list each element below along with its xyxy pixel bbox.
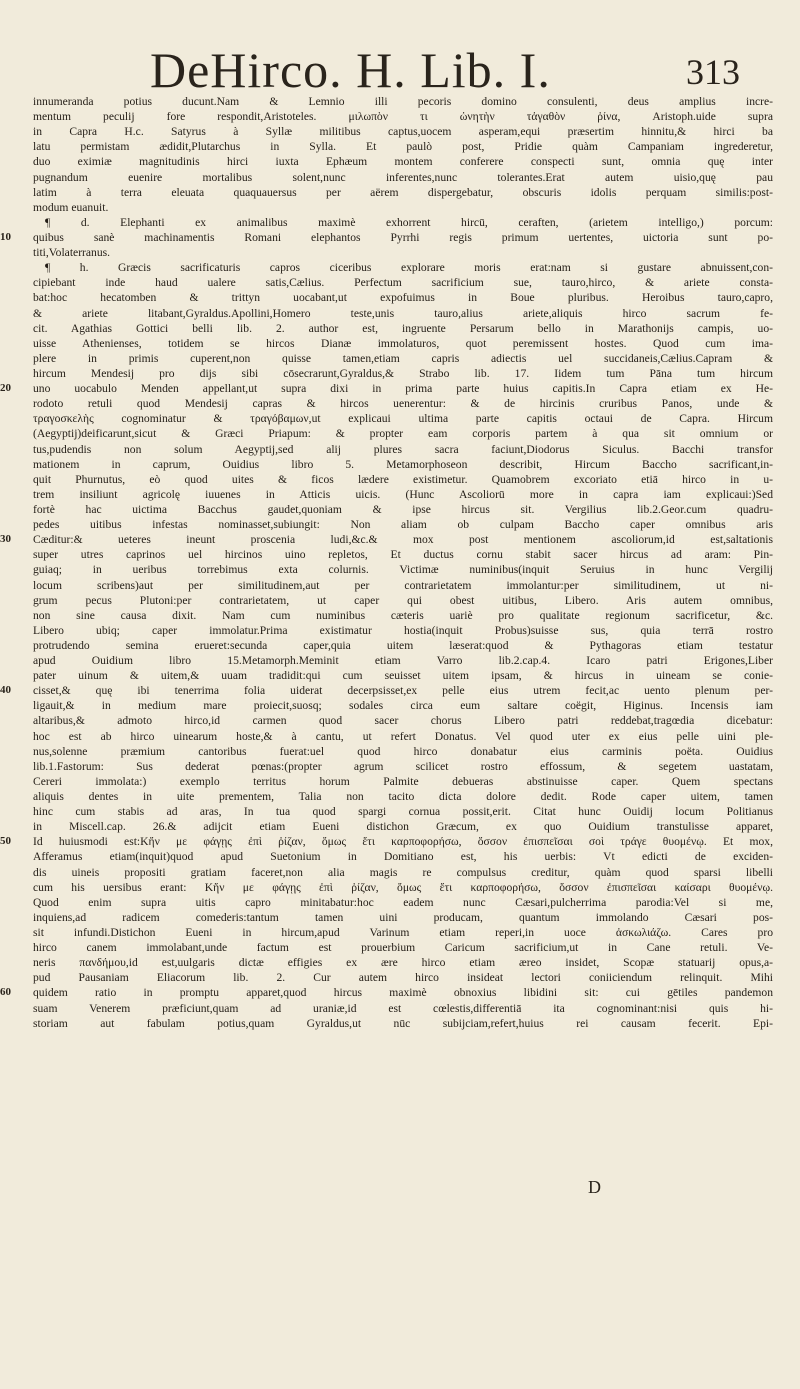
- text-line: [33, 713, 773, 728]
- text-line: [33, 94, 773, 109]
- line-text: uno uocabulo Menden appellant,ut supra dixi in prima parte huius capitis.In Capra etiam ex He-: [33, 382, 773, 396]
- line-text: trem insiliunt agricolę iuuenes in Atticis uicis. (Hunc Ascoliorū more in capra iam explicaui:)Sed: [33, 487, 773, 501]
- line-text: quibus sanè machinamentis Romani elephantos Pyrrhi regis primum uertentes, uictoria sunt po-: [33, 230, 773, 244]
- text-line: [33, 623, 773, 638]
- text-line: [0, 532, 773, 547]
- line-number: 50: [0, 835, 11, 848]
- text-line: [33, 502, 773, 517]
- line-text: super utres caprinos uel hircinos uino repletos, Et ductus cornu stabit sacer hircus ad aram: Pin-: [33, 548, 773, 562]
- text-line: [33, 698, 773, 713]
- text-line: [33, 955, 773, 970]
- text-line: [33, 487, 773, 502]
- line-number: 60: [0, 986, 11, 999]
- line-text: innumeranda potius ducunt.Nam & Lemnio illi pecoris domino consulenti, deus amplius incre-: [33, 95, 773, 108]
- line-text: apud Ouidium libro 15.Metamorph.Meminit etiam Varro lib.2.cap.4. Icaro patri Erigones,Liber: [33, 654, 773, 668]
- text-line: [33, 472, 773, 487]
- line-text: non sine causa dixit. Nam cum numinibus cæteris uariè pro qualitate regionum sacrificetur, &c.: [33, 608, 773, 622]
- line-text: latim à terra eleuata quaquauersus per aërem dispergebatur, obscuris idolis perquam similis:post-: [33, 185, 773, 199]
- line-text: quidem ratio in promptu apparet,quod hircus maximè obnoxius libidini sit: cui gētiles pandemon: [33, 986, 773, 1000]
- text-line: [33, 109, 773, 124]
- text-line: [33, 638, 773, 653]
- text-line: [33, 124, 773, 139]
- line-text: Cereri immolata:) exemplo territus horum Palmite debueras abstinuisse caper. Quem spectans: [33, 774, 773, 788]
- line-text: cum his uersibus erant: Κἤν με φάγῃς ἐπὶ ῥίζαν, ὅμως ἔτι καρποφορήσω, ὅσσον ἐπισπεῖσαι καίσαρι θυομένῳ.: [33, 880, 773, 894]
- text-line: [33, 290, 773, 305]
- line-text: fortè hac uictima Bacchus gaudet,quoniam & ipse hircus sit. Vergilius lib.2.Geor.cum quadru-: [33, 502, 773, 516]
- line-number: 20: [0, 382, 11, 395]
- line-text: hinc cum stabis ad aras, In tua quod spargi cornua possit,erit. Citat hunc Ouidij locum Politianus: [33, 805, 773, 819]
- running-title: DeHirco. H. Lib. I.: [150, 42, 551, 98]
- line-text: in Capra H.c. Satyrus à Syllæ militibus captus,uocem asperam,equi præsertim hinnitu,& hirci ba: [33, 125, 773, 139]
- line-text: Quod enim supra uitis capro minitabatur:hoc eadem nunc Cæsari,pulcherrima parodia:Vel si me,: [33, 895, 773, 909]
- line-text: locum scribens)aut per similitudinem,aut per contrarietatem immolantur:per similitudinem, ut ni-: [33, 578, 773, 592]
- text-line: [33, 774, 773, 789]
- line-text: modum euanuit.: [33, 200, 109, 214]
- line-text: latu permistam ædidit,Plutarchus in Sylla. Et paulò post, Pridie quàm Campaniam ingrederetur,: [33, 140, 773, 154]
- text-line: [33, 759, 773, 774]
- text-line: [33, 819, 773, 834]
- text-line: [33, 245, 773, 260]
- line-text: Afferamus etiam(inquit)quod apud Suetonium in Domitiano est, his uerbis: Vt edicti de exciden-: [33, 850, 773, 864]
- line-text: pedes uitibus infestas nominasset,subiungit: Non aliam ob culpam Baccho caper omnibus aris: [33, 518, 773, 532]
- line-text: plere in primis cuperent,non quisse tamen,etiam capris adiectis uel succidaneis,Cælius.Capram &: [33, 351, 773, 365]
- line-text: inquiens,ad radicem comederis:tantum tamen uini producam, quantum immolando Cæsari pos-: [33, 910, 773, 924]
- line-text: neris πανδήμου,id est,uulgaris dictæ effigies ex ære hirco etiam æreo insidet, Scopæ statuarij opus,a-: [33, 956, 773, 970]
- line-number: 10: [0, 230, 11, 243]
- text-line: [33, 789, 773, 804]
- line-text: cit. Agathias Gottici belli lib. 2. author est, ingruente Persarum bello in Marathonijs campis, uo-: [33, 321, 773, 335]
- page-number: 313: [686, 52, 740, 92]
- line-text: hirco canem immolabant,unde factum est prouerbium Caricum sacrificium,ut in Cane retuli. Ve-: [33, 941, 773, 955]
- text-line: [33, 185, 773, 200]
- text-line: [0, 834, 773, 849]
- text-line: [33, 321, 773, 336]
- line-text: lib.1.Fastorum: Sus dederat pœnas:(propter agrum scilicet rostro effossum, & segetem uastatam,: [33, 759, 773, 773]
- text-line: [33, 910, 773, 925]
- text-line: [33, 517, 773, 532]
- line-text: quit Phurnutus, eò quod uites & ficos lædere existimetur. Quamobrem excoriato etiā hirco in u-: [33, 472, 773, 486]
- text-line: [33, 940, 773, 955]
- line-text: duo eximiæ magnitudinis hirci iuxta Ephæum montem conferere conspecti sunt, omnia quę inter: [33, 155, 773, 169]
- text-line: [33, 411, 773, 426]
- signature-mark: D: [588, 1177, 601, 1197]
- line-text: mationem in caprum, Ouidius libro 5. Metamorphoseon describit, Hircum Baccho sacrificant,in-: [33, 457, 773, 471]
- text-line: [33, 925, 773, 940]
- text-line: [33, 562, 773, 577]
- text-line: [33, 336, 773, 351]
- text-line: [33, 170, 773, 185]
- text-line: [33, 306, 773, 321]
- text-line: [33, 215, 773, 230]
- line-text: ligauit,& in medium mare proiecit,suosq; sodales circa eum saltare coëgit, Higinus. Incensis iam: [33, 699, 773, 713]
- page-header: [0, 40, 800, 102]
- text-line: [33, 154, 773, 169]
- text-line: [33, 578, 773, 593]
- text-line: [0, 985, 773, 1000]
- text-line: [33, 396, 773, 411]
- line-text: pater uinum & uitem,& uuam tradidit:qui cum seuisset uitem ipsam, & hircus in uineam se conie-: [33, 669, 773, 683]
- line-text: cipiebant inde haud ualere satis,Cælius. Perfectum sacrificium sue, tauro,hirco, & ariete consta-: [33, 276, 773, 290]
- text-line: [33, 457, 773, 472]
- line-text: altaribus,& admoto hirco,id carmen quod sacer chorus Libero patri reddebat,tragœdia dicebatur:: [33, 714, 773, 728]
- line-number: 30: [0, 533, 11, 546]
- line-text: pugnandum euenire mortalibus solent,nunc inferentes,nunc tolerantes.Erat autem uisio,quę pau: [33, 170, 773, 184]
- text-line: [33, 1001, 773, 1016]
- line-number: 40: [0, 684, 11, 697]
- line-text: (Aegyptij)deificarunt,sicut & Græci Priapum: & propter eam corporis partem à qua sit omnium or: [33, 427, 773, 441]
- text-line: [33, 275, 773, 290]
- line-text: hoc est ab hirco uinearum hoste,& à cantu, ut refert Donatus. Vel quod uter ex eius pelle uini ple-: [33, 729, 773, 743]
- text-line: [33, 865, 773, 880]
- line-text: dis uineis propositi gratiam faceret,non alia magis re compulsus creditur, quàm quod sparsi libelli: [33, 865, 773, 879]
- line-text: protrudendo semina erueret:secunda caper,quia uitem læserat:quod & Pythagoras etiam testatur: [33, 638, 773, 652]
- line-text: storiam aut fabulam potius,quam Gyraldus,ut nūc subijciam,refert,huius rei causam fecerit. Epi-: [33, 1016, 773, 1030]
- line-text: aliquis dentes in uite prementem, Talia non tacito dicta dolore dedit. Rode caper uitem, tamen: [33, 790, 773, 804]
- line-text: uisse Athenienses, totidem se hircos Dianæ immolaturos, quot peremissent hostes. Quod cum ima-: [33, 336, 773, 350]
- text-line: [33, 744, 773, 759]
- text-line: [33, 593, 773, 608]
- line-text: Cæditur:& ueteres ineunt proscenia ludi,&c.& mox post mentionem ascoliorum,id est,saltationis: [33, 533, 773, 547]
- text-line: [33, 260, 773, 275]
- text-line: [33, 366, 773, 381]
- line-text: bat:hoc hecatomben & trittyn uocabant,ut expofuimus in Boue pluribus. Heroibus tauro,capro,: [33, 291, 773, 305]
- text-line: [33, 442, 773, 457]
- line-text: ¶ d. Elephanti ex animalibus maximè exhorrent hircū, ceraften, (arietem intelligo,) porcum:: [45, 215, 773, 229]
- line-text: mentum peculij fore respondit,Aristoteles. μιλωπὸν τι ὠνητὴν τἀγαθὸν ῥίνα, Aristoph.uide supra: [33, 110, 773, 124]
- text-line: [0, 230, 773, 245]
- line-text: Libero ubiq; caper immolatur.Prima existimatur hostia(inquit Probus)suisse sus, quia terrā rostro: [33, 623, 773, 637]
- line-text: nus,solenne præmium cantoribus fuerat:uel quod hirco donabatur eius carminis poëta. Ouidius: [33, 744, 773, 758]
- body-text: [0, 94, 773, 1031]
- line-text: sit infundi.Distichon Eueni in hircum,apud Varinum etiam reperi,in uoce ἀσκωλιάζω. Cares pro: [33, 926, 773, 940]
- text-line: [33, 608, 773, 623]
- line-text: guiaq; in ueribus torrebimus exta colurnis. Victimæ numinibus(inquit Seruius in hunc Vergilij: [33, 563, 773, 577]
- text-line: [33, 1016, 773, 1031]
- text-line: [33, 668, 773, 683]
- line-text: ¶ h. Græcis sacrificaturis capros ciceribus explorare moris erat:nam si gustare abnuissent,con-: [45, 261, 773, 275]
- text-line: [33, 653, 773, 668]
- text-line: [33, 849, 773, 864]
- text-line: [33, 547, 773, 562]
- text-line: [33, 351, 773, 366]
- text-line: [0, 683, 773, 698]
- line-text: & ariete litabant,Gyraldus.Apollini,Homero teste,unis tauro,alius ariete,aliquis hirco sacrum fe-: [33, 306, 773, 320]
- text-line: [33, 880, 773, 895]
- line-text: Id huiusmodi est:Κἤν με φάγῃς ἐπὶ ῥίζαν, ὅμως ἔτι καρποφορήσω, ὅσσον ἐπισπεῖσαι σοὶ τράγε θυομένῳ. Et mox,: [33, 835, 773, 849]
- line-text: τραγοσκελὴς cognominatur & τραγόβαμων,ut explicaui ultima parte capitis octaui de Capra. Hircum: [33, 412, 773, 426]
- text-line: [33, 426, 773, 441]
- line-text: in Miscell.cap. 26.& adijcit etiam Eueni distichon Græcum, ex quo Ouidium transtulisse apparet,: [33, 820, 773, 834]
- text-line: [0, 381, 773, 396]
- text-line: [33, 200, 773, 215]
- line-text: pud Pausaniam Eliacorum lib. 2. Cur autem hirco insideat lectori coniiciendum relinquit. Mihi: [33, 971, 773, 985]
- text-line: [33, 895, 773, 910]
- line-text: cisset,& quę ibi tenerrima folia uiderat decerpsisset,ex pelle eius utrem fecit,ac uento plenum per-: [33, 684, 773, 698]
- text-line: [33, 729, 773, 744]
- line-text: grum pecus Plutoni:per contrarietatem, ut caper qui obest uitibus, Libero. Aris autem omnibus,: [33, 593, 773, 607]
- text-line: [33, 970, 773, 985]
- line-text: hircum Mendesij pro dijs sibi cōsecrarunt,Gyraldus,& Strabo lib. 17. Iidem tum Pāna tum hircum: [33, 366, 773, 380]
- line-text: suam Venerem præficiunt,quam ad uraniæ,id est cœlestis,differentiā ita cognominant:nisi quis hi-: [33, 1001, 773, 1015]
- line-text: rodoto retuli quod Mendesij capras & hircos uenerentur: & de hircinis cruribus Panos, unde &: [33, 397, 773, 411]
- text-line: [33, 804, 773, 819]
- line-text: titi,Volaterranus.: [33, 246, 111, 260]
- text-line: [33, 139, 773, 154]
- line-text: tus,pudendis non solum Aegyptij,sed alij plures sacra faciunt,Diodorus Siculus. Bacchi transfor: [33, 442, 773, 456]
